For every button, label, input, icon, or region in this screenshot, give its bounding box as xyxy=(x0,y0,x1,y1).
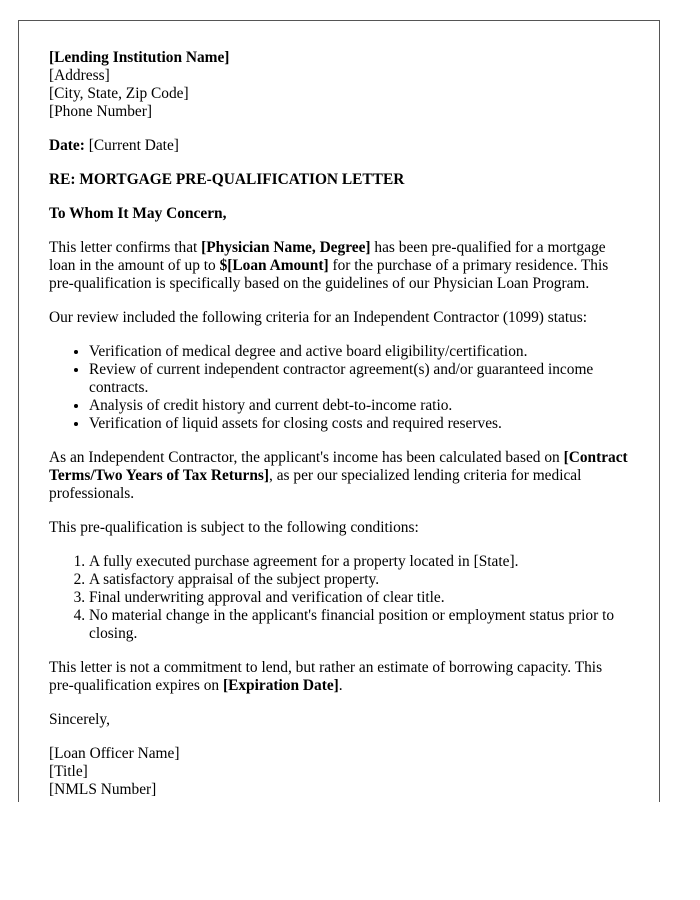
disclaimer-paragraph xyxy=(49,659,629,695)
institution-city-state-zip: [City, State, Zip Code] xyxy=(49,85,189,102)
loan-officer-name: [Loan Officer Name] xyxy=(49,745,180,762)
para2-text-1: As an Independent Contractor, the applicant's income has been calculated based on xyxy=(49,449,564,466)
confirmation-paragraph xyxy=(49,239,629,293)
salutation-text: To Whom It May Concern, xyxy=(49,205,227,222)
institution-phone: [Phone Number] xyxy=(49,103,153,120)
date-label: Date: xyxy=(49,137,85,154)
nmls-number: [NMLS Number] xyxy=(49,781,157,798)
list-item: • Analysis of credit history and current debt-to-income ratio. xyxy=(89,397,629,415)
para1-text-1: This letter confirms that xyxy=(49,239,202,256)
expiration-date: [Expiration Date] xyxy=(222,677,339,694)
criteria-intro: Our review included the following criteria for an Independent Contractor (1099) status: xyxy=(49,309,588,326)
para1-text-2: has been pre-qualified for a mortgage loan in the amount of up to xyxy=(49,239,606,274)
re-line-text: RE: MORTGAGE PRE-QUALIFICATION LETTER xyxy=(49,171,405,188)
para3-text-2: . xyxy=(338,677,343,694)
list-item: • Verification of liquid assets for closing costs and required reserves. xyxy=(89,415,629,433)
conditions-intro: This pre-qualification is subject to the following conditions: xyxy=(49,519,419,536)
institution-address: [Address] xyxy=(49,67,110,84)
closing: Sincerely, xyxy=(49,711,110,728)
list-item: • Verification of medical degree and active board eligibility/certification. xyxy=(89,343,629,361)
para2-text-2: , as per our specialized lending criteria for medical professionals. xyxy=(49,467,582,502)
list-item: 4. No material change in the applicant's financial position or employment status prior to closing. xyxy=(89,607,629,643)
list-item: 2. A satisfactory appraisal of the subject property. xyxy=(89,571,629,589)
loan-officer-title: [Title] xyxy=(49,763,88,780)
loan-amount: $[Loan Amount] xyxy=(219,257,329,274)
re-line xyxy=(49,171,629,189)
list-item: • Review of current independent contractor agreement(s) and/or guaranteed income contracts. xyxy=(89,361,629,397)
signature-block xyxy=(49,745,629,799)
conditions-list xyxy=(49,553,629,643)
para1-text-3: for the purchase of a primary residence. This pre-qualification is specifically based on the guidelines of our Physician Loan Program. xyxy=(49,257,609,292)
physician-name: [Physician Name, Degree] xyxy=(201,239,371,256)
list-item: 1. A fully executed purchase agreement for a property located in [State]. xyxy=(89,553,629,571)
salutation xyxy=(49,205,629,223)
criteria-list xyxy=(49,343,629,433)
date-line xyxy=(49,137,629,155)
letter-page xyxy=(18,20,660,802)
income-paragraph xyxy=(49,449,629,503)
lender-header xyxy=(49,49,629,121)
para3-text-1: This letter is not a commitment to lend, but rather an estimate of borrowing capacity. This pre-qualification expires on xyxy=(49,659,603,694)
contract-terms: [Contract Terms/Two Years of Tax Returns] xyxy=(49,449,628,484)
institution-name: [Lending Institution Name] xyxy=(49,49,230,66)
date-value: [Current Date] xyxy=(84,137,179,154)
list-item: 3. Final underwriting approval and verification of clear title. xyxy=(89,589,629,607)
